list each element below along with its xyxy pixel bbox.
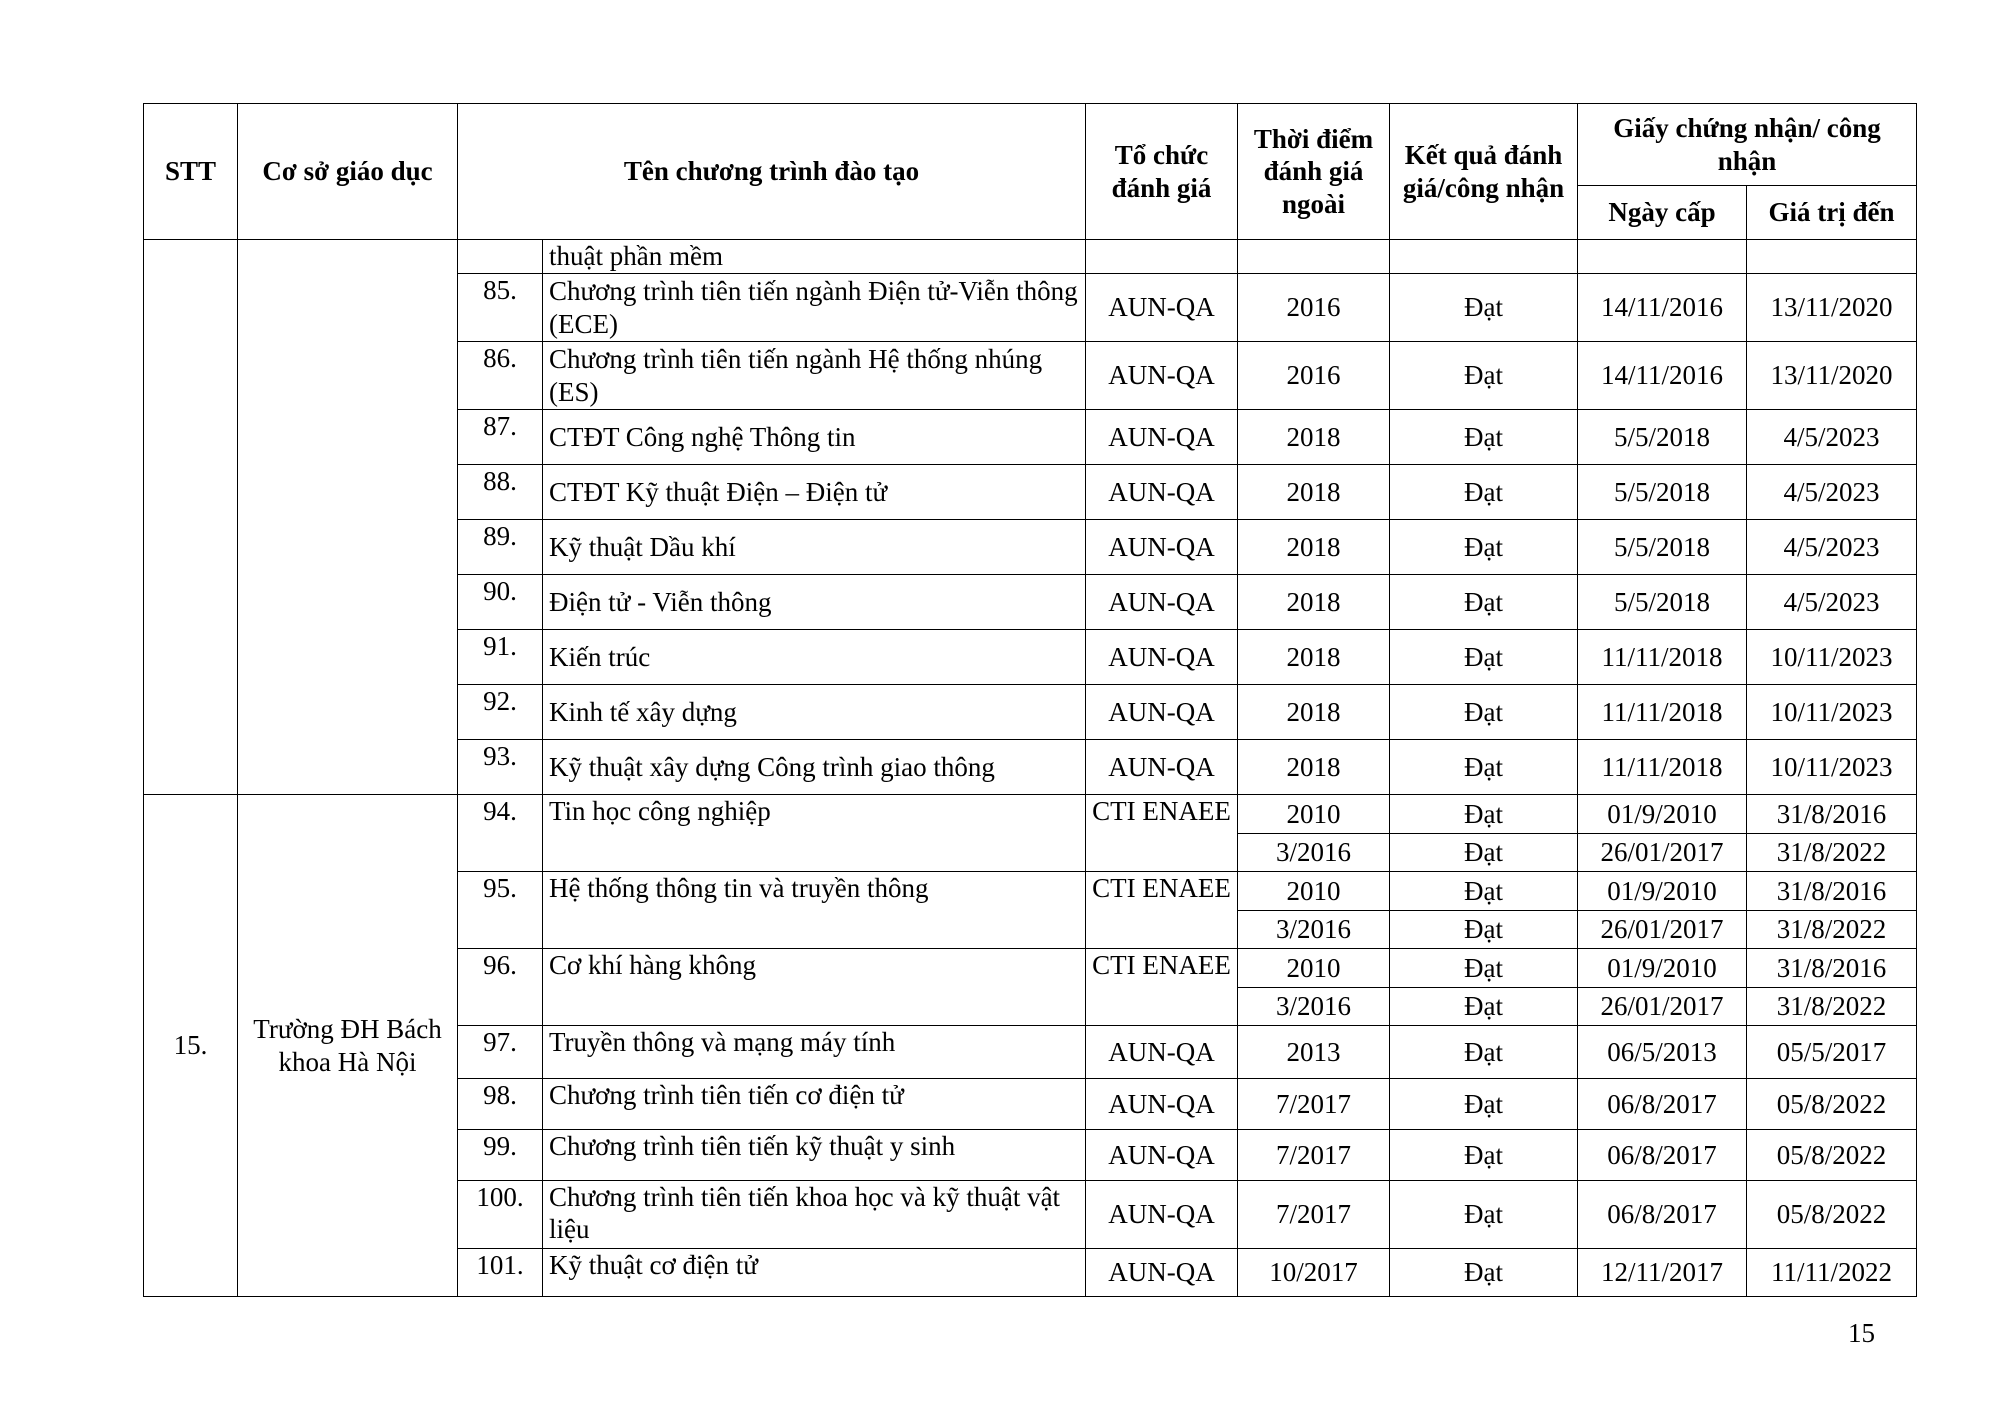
valid-until: 31/8/2016	[1747, 872, 1917, 911]
row-number: 88.	[458, 465, 543, 520]
eval-time: 2010	[1238, 795, 1390, 834]
page-number: 15	[1848, 1318, 1875, 1348]
issued-date: 5/5/2018	[1578, 520, 1747, 575]
assessment-org: AUN-QA	[1086, 465, 1238, 520]
assessment-org: AUN-QA	[1086, 630, 1238, 685]
row-number: 86.	[458, 342, 543, 410]
issued-date: 12/11/2017	[1578, 1249, 1747, 1297]
eval-time: 3/2016	[1238, 911, 1390, 949]
issued-date: 11/11/2018	[1578, 740, 1747, 795]
valid-until: 4/5/2023	[1747, 410, 1917, 465]
stt-number: 15.	[144, 795, 238, 1297]
row-number: 85.	[458, 274, 543, 342]
eval-time: 3/2016	[1238, 834, 1390, 872]
assessment-org: CTI ENAEE	[1086, 872, 1238, 949]
row-number: 95.	[458, 872, 543, 949]
program-name: CTĐT Kỹ thuật Điện – Điện tử	[543, 465, 1086, 520]
eval-time: 7/2017	[1238, 1181, 1390, 1249]
result: Đạt	[1390, 1026, 1578, 1079]
result: Đạt	[1390, 575, 1578, 630]
row-number: 99.	[458, 1130, 543, 1181]
valid-until: 10/11/2023	[1747, 630, 1917, 685]
cell-empty-result	[1390, 240, 1578, 274]
program-name: Tin học công nghiệp	[543, 795, 1086, 872]
valid-until: 10/11/2023	[1747, 740, 1917, 795]
valid-until: 31/8/2022	[1747, 988, 1917, 1026]
assessment-org: AUN-QA	[1086, 575, 1238, 630]
result: Đạt	[1390, 949, 1578, 988]
program-name: Chương trình tiên tiến khoa học và kỹ thuật vật liệu	[543, 1181, 1086, 1249]
valid-until: 05/8/2022	[1747, 1130, 1917, 1181]
result: Đạt	[1390, 911, 1578, 949]
assessment-org: AUN-QA	[1086, 1130, 1238, 1181]
eval-time: 2010	[1238, 872, 1390, 911]
row-number: 91.	[458, 630, 543, 685]
issued-date: 26/01/2017	[1578, 834, 1747, 872]
header-certificate: Giấy chứng nhận/ công nhận	[1578, 104, 1917, 186]
eval-time: 2018	[1238, 630, 1390, 685]
institution-cell-empty	[238, 240, 458, 795]
issued-date: 5/5/2018	[1578, 410, 1747, 465]
valid-until: 05/5/2017	[1747, 1026, 1917, 1079]
result: Đạt	[1390, 685, 1578, 740]
row-number: 101.	[458, 1249, 543, 1297]
eval-time: 2010	[1238, 949, 1390, 988]
program-name: CTĐT Công nghệ Thông tin	[543, 410, 1086, 465]
assessment-org: AUN-QA	[1086, 1181, 1238, 1249]
table-row	[144, 240, 1917, 274]
cell-empty-org	[1086, 240, 1238, 274]
cell-empty-time	[1238, 240, 1390, 274]
issued-date: 01/9/2010	[1578, 795, 1747, 834]
row-number: 96.	[458, 949, 543, 1026]
issued-date: 14/11/2016	[1578, 274, 1747, 342]
assessment-org: AUN-QA	[1086, 1026, 1238, 1079]
valid-until: 10/11/2023	[1747, 685, 1917, 740]
header-result: Kết quả đánh giá/công nhận	[1390, 104, 1578, 240]
program-name: Cơ khí hàng không	[543, 949, 1086, 1026]
row-number: 100.	[458, 1181, 543, 1249]
row-number: 97.	[458, 1026, 543, 1079]
result: Đạt	[1390, 988, 1578, 1026]
institution-name: Trường ĐH Bách khoa Hà Nội	[238, 795, 458, 1297]
program-name: Kỹ thuật Dầu khí	[543, 520, 1086, 575]
eval-time: 7/2017	[1238, 1130, 1390, 1181]
program-name: Chương trình tiên tiến kỹ thuật y sinh	[543, 1130, 1086, 1181]
issued-date: 5/5/2018	[1578, 575, 1747, 630]
issued-date: 06/8/2017	[1578, 1181, 1747, 1249]
eval-time: 2016	[1238, 342, 1390, 410]
row-number: 93.	[458, 740, 543, 795]
table-header	[144, 104, 1917, 240]
row-number: 90.	[458, 575, 543, 630]
assessment-org: AUN-QA	[1086, 520, 1238, 575]
header-valid-until: Giá trị đến	[1747, 186, 1917, 240]
assessment-org: CTI ENAEE	[1086, 949, 1238, 1026]
eval-time: 2018	[1238, 520, 1390, 575]
eval-time: 2018	[1238, 410, 1390, 465]
valid-until: 31/8/2022	[1747, 834, 1917, 872]
valid-until: 31/8/2016	[1747, 795, 1917, 834]
result: Đạt	[1390, 1079, 1578, 1130]
row-number: 89.	[458, 520, 543, 575]
assessment-org: CTI ENAEE	[1086, 795, 1238, 872]
valid-until: 31/8/2016	[1747, 949, 1917, 988]
issued-date: 01/9/2010	[1578, 949, 1747, 988]
header-issued-date: Ngày cấp	[1578, 186, 1747, 240]
result: Đạt	[1390, 410, 1578, 465]
valid-until: 05/8/2022	[1747, 1181, 1917, 1249]
row-number: 94.	[458, 795, 543, 872]
result: Đạt	[1390, 342, 1578, 410]
program-name: Kinh tế xây dựng	[543, 685, 1086, 740]
issued-date: 06/5/2013	[1578, 1026, 1747, 1079]
issued-date: 11/11/2018	[1578, 630, 1747, 685]
program-name: Điện tử - Viễn thông	[543, 575, 1086, 630]
result: Đạt	[1390, 630, 1578, 685]
header-institution: Cơ sở giáo dục	[238, 104, 458, 240]
valid-until: 05/8/2022	[1747, 1079, 1917, 1130]
valid-until: 13/11/2020	[1747, 274, 1917, 342]
row-number: 87.	[458, 410, 543, 465]
result: Đạt	[1390, 1249, 1578, 1297]
assessment-org: AUN-QA	[1086, 685, 1238, 740]
header-stt: STT	[144, 104, 238, 240]
row-number: 92.	[458, 685, 543, 740]
valid-until: 4/5/2023	[1747, 465, 1917, 520]
issued-date: 11/11/2018	[1578, 685, 1747, 740]
program-name: Chương trình tiên tiến cơ điện tử	[543, 1079, 1086, 1130]
row-number: 98.	[458, 1079, 543, 1130]
result: Đạt	[1390, 465, 1578, 520]
table-body	[144, 240, 1917, 1297]
valid-until: 13/11/2020	[1747, 342, 1917, 410]
program-name: Hệ thống thông tin và truyền thông	[543, 872, 1086, 949]
program-name: Kỹ thuật cơ điện tử	[543, 1249, 1086, 1297]
eval-time: 2013	[1238, 1026, 1390, 1079]
assessment-org: AUN-QA	[1086, 1249, 1238, 1297]
issued-date: 14/11/2016	[1578, 342, 1747, 410]
cell-empty-valid	[1747, 240, 1917, 274]
header-program: Tên chương trình đào tạo	[458, 104, 1086, 240]
valid-until: 31/8/2022	[1747, 911, 1917, 949]
program-name: Kỹ thuật xây dựng Công trình giao thông	[543, 740, 1086, 795]
eval-time: 3/2016	[1238, 988, 1390, 1026]
eval-time: 2018	[1238, 740, 1390, 795]
table-row	[144, 795, 1917, 834]
result: Đạt	[1390, 1181, 1578, 1249]
program-name: Truyền thông và mạng máy tính	[543, 1026, 1086, 1079]
eval-time: 2018	[1238, 575, 1390, 630]
eval-time: 2016	[1238, 274, 1390, 342]
eval-time: 10/2017	[1238, 1249, 1390, 1297]
result: Đạt	[1390, 872, 1578, 911]
result: Đạt	[1390, 834, 1578, 872]
result: Đạt	[1390, 520, 1578, 575]
assessment-org: AUN-QA	[1086, 274, 1238, 342]
assessment-org: AUN-QA	[1086, 740, 1238, 795]
result: Đạt	[1390, 1130, 1578, 1181]
eval-time: 2018	[1238, 685, 1390, 740]
header-org: Tổ chức đánh giá	[1086, 104, 1238, 240]
program-name: Kiến trúc	[543, 630, 1086, 685]
assessment-org: AUN-QA	[1086, 1079, 1238, 1130]
assessment-org: AUN-QA	[1086, 342, 1238, 410]
cell-empty-issued	[1578, 240, 1747, 274]
issued-date: 26/01/2017	[1578, 911, 1747, 949]
program-name: thuật phần mềm	[543, 240, 1086, 274]
row-number-empty	[458, 240, 543, 274]
issued-date: 26/01/2017	[1578, 988, 1747, 1026]
issued-date: 06/8/2017	[1578, 1079, 1747, 1130]
valid-until: 4/5/2023	[1747, 520, 1917, 575]
program-name: Chương trình tiên tiến ngành Hệ thống nhúng (ES)	[543, 342, 1086, 410]
eval-time: 2018	[1238, 465, 1390, 520]
valid-until: 4/5/2023	[1747, 575, 1917, 630]
result: Đạt	[1390, 740, 1578, 795]
program-name: Chương trình tiên tiến ngành Điện tử-Viễn thông (ECE)	[543, 274, 1086, 342]
eval-time: 7/2017	[1238, 1079, 1390, 1130]
result: Đạt	[1390, 274, 1578, 342]
accreditation-table	[143, 103, 1917, 1297]
header-eval-time: Thời điểm đánh giá ngoài	[1238, 104, 1390, 240]
issued-date: 5/5/2018	[1578, 465, 1747, 520]
assessment-org: AUN-QA	[1086, 410, 1238, 465]
result: Đạt	[1390, 795, 1578, 834]
issued-date: 01/9/2010	[1578, 872, 1747, 911]
valid-until: 11/11/2022	[1747, 1249, 1917, 1297]
stt-cell-empty	[144, 240, 238, 795]
issued-date: 06/8/2017	[1578, 1130, 1747, 1181]
